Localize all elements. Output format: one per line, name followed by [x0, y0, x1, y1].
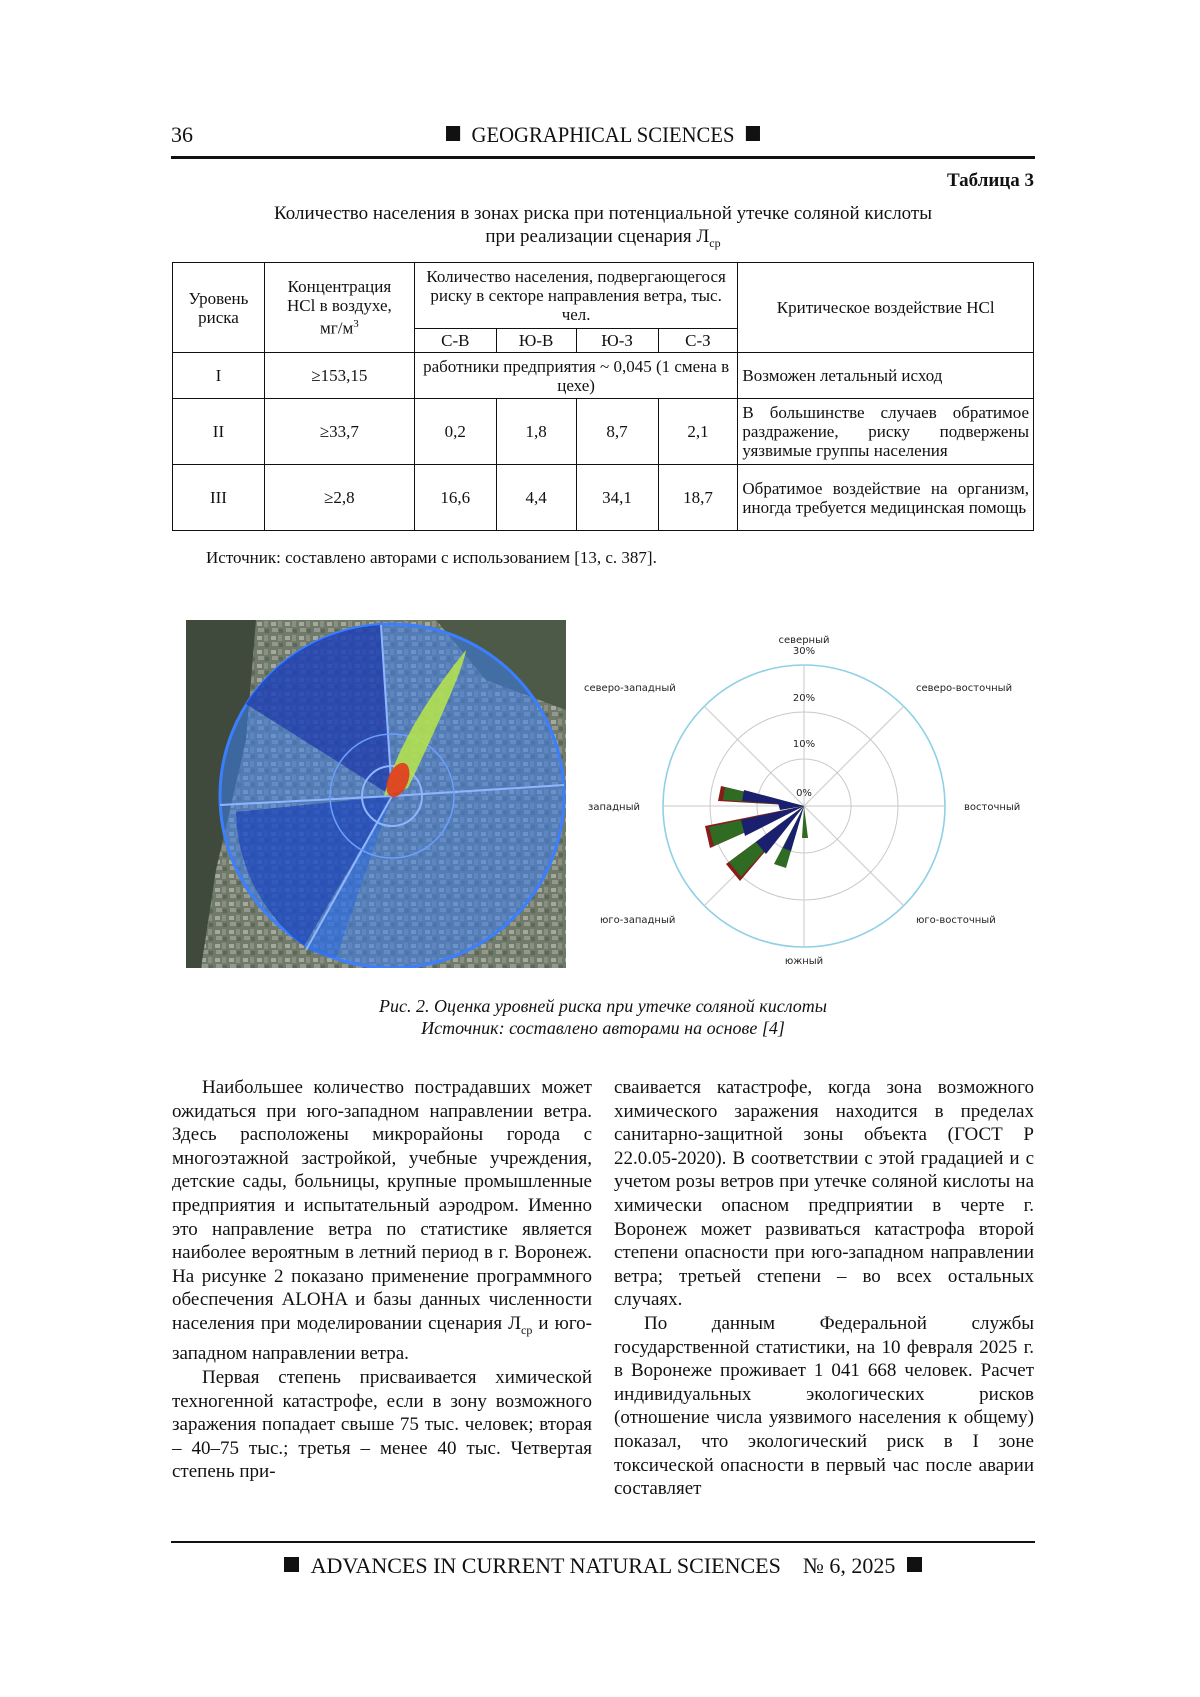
risk-zone-map	[186, 620, 566, 968]
wind-rose-diagram	[578, 628, 1048, 974]
rose-petals	[705, 786, 808, 881]
journal-section	[197, 122, 1009, 148]
figure-caption-title: Рис. 2. Оценка уровней риска при утечке соляной кислоты	[379, 996, 827, 1016]
header-concentration	[264, 263, 414, 353]
header-conc-sup: 3	[353, 318, 359, 331]
table-header-row	[173, 263, 1034, 329]
cell-merged-population: работники предприятия ~ 0,045 (1 смена в цехе)	[414, 353, 738, 399]
cell-effect: Возможен летальный исход	[738, 353, 1034, 399]
rose-labels	[584, 635, 1020, 967]
running-header	[171, 122, 1035, 159]
cell-effect: Обратимое воздействие на организм, иногда требуется медицинская помощь	[738, 465, 1034, 531]
cell-concentration: ≥33,7	[264, 399, 414, 465]
table-row	[173, 465, 1034, 531]
paragraph-text: Наибольшее количество пострадавших может ожидаться при юго-западном направлении ветра. Здесь расположены микрорайоны города с многоэтажной застройкой, учебные учреждения, детские сады, больницы, крупные промышленные предприятия и испытательный аэродром. Именно это направление ветра по статистике является наиболее вероятным в летний период в г. Воронеж. На рисунке 2 показано применение программного обеспечения ALOHA и базы данных численности населения при моделировании сценария Л	[172, 1077, 592, 1334]
risk-table	[172, 262, 1034, 531]
journal-section-text: GEOGRAPHICAL SCIENCES	[471, 122, 735, 147]
figure-caption-source: Источник: составлено авторами на основе [4]	[421, 1018, 785, 1038]
footer-journal: ADVANCES IN CURRENT NATURAL SCIENCES	[310, 1553, 781, 1578]
cell-value: 2,1	[658, 399, 738, 465]
rose-petal-s-green	[802, 806, 808, 838]
cell-value: 0,2	[414, 399, 496, 465]
rose-label-southwest: юго-западный	[600, 915, 676, 926]
cell-value: 34,1	[576, 465, 658, 531]
table-row	[173, 353, 1034, 399]
risk-zone-map-image	[186, 620, 566, 968]
table-source: Источник: составлено авторами с использованием [13, с. 387].	[206, 548, 657, 567]
body-column-right	[614, 1076, 1034, 1501]
rose-ring-label: 20%	[792, 693, 816, 704]
paragraph-text: и юго-западном направлении ветра.	[172, 1312, 592, 1365]
cell-value: 1,8	[496, 399, 576, 465]
rose-label-west: западный	[588, 802, 640, 813]
header-level: Уровень риска	[173, 263, 265, 353]
rose-label-south: южный	[784, 956, 824, 967]
rose-label-southeast: юго-восточный	[916, 915, 996, 926]
header-sector: С-В	[414, 329, 496, 353]
square-bullet-icon	[907, 1557, 922, 1572]
cell-value: 16,6	[414, 465, 496, 531]
square-bullet-icon	[284, 1557, 299, 1572]
cell-value: 8,7	[576, 399, 658, 465]
paragraph: сваивается катастрофе, когда зона возможного химического заражения находится в пределах санитарно-защитной зоны объекта (ГОСТ Р 22.0.05-2020). В соответствии с этой градацией и с учетом розы ветров при утечке соляной кислоты на химически опасном предприятии в черте г. Воронеж может развиваться катастрофа второй степени опасности при юго-западном направлении ветра; третьей степени – во всех остальных случаях.	[614, 1077, 1034, 1311]
cell-effect: В большинстве случаев обратимое раздражение, риску подвержены уязвимые группы населения	[738, 399, 1034, 465]
square-bullet-icon	[746, 126, 760, 141]
table-number: Таблица 3	[946, 170, 1034, 191]
page-number: 36	[171, 122, 193, 147]
table-caption-line2: при реализации сценария Л	[485, 226, 710, 247]
cell-concentration: ≥2,8	[264, 465, 414, 531]
header-sector: С-З	[658, 329, 738, 353]
paragraph-sub: ср	[521, 1322, 533, 1337]
paragraph: По данным Федеральной службы государственной статистики, на 10 февраля 2025 г. в Воронеже проживает 1 041 668 человек. Расчет индивидуальных экологических рисков (отношение числа уязвимого населения к общему) показал, что экологический риск в I зоне токсической опасности в первый час после аварии составляет	[614, 1312, 1034, 1500]
header-conc-line2: HCl в воздухе,	[287, 296, 392, 316]
figure-caption	[171, 995, 1035, 1039]
rose-label-north: северный	[778, 635, 830, 646]
rose-ring-label: 10%	[792, 739, 816, 750]
header-sector: Ю-В	[496, 329, 576, 353]
rose-label-northeast: северо-восточный	[916, 683, 1013, 694]
header-conc-line1: Концентрация	[287, 277, 392, 297]
header-conc-line3: мг/м	[320, 318, 354, 338]
rose-ring-label: 0%	[796, 788, 812, 799]
table-row	[173, 399, 1034, 465]
cell-value: 4,4	[496, 465, 576, 531]
rose-label-northwest: северо-западный	[584, 683, 676, 694]
paragraph: Первая степень присваивается химической техногенной катастрофе, если в зону возможного заражения попадает свыше 75 тыс. человек; вторая – 40–75 тыс.; третья – менее 40 тыс. Четвертая степень при-	[172, 1366, 592, 1483]
header-sector: Ю-З	[576, 329, 658, 353]
rose-label-east: восточный	[964, 802, 1021, 813]
table-caption-sub: ср	[709, 235, 721, 250]
cell-level: I	[173, 353, 265, 399]
cell-concentration: ≥153,15	[264, 353, 414, 399]
table-caption	[171, 202, 1035, 255]
cell-level: III	[173, 465, 265, 531]
body-column-left	[172, 1076, 592, 1484]
header-effect: Критическое воздействие HCl	[738, 263, 1034, 353]
header-population: Количество населения, подвергающегося риску в секторе направления ветра, тыс. чел.	[414, 263, 738, 329]
footer-issue: № 6, 2025	[802, 1553, 896, 1578]
square-bullet-icon	[446, 126, 460, 141]
running-footer	[171, 1541, 1035, 1578]
footer-text	[171, 1553, 1035, 1579]
cell-value: 18,7	[658, 465, 738, 531]
cell-level: II	[173, 399, 265, 465]
table-caption-line1: Количество населения в зонах риска при потенциальной утечке соляной кислоты	[273, 203, 932, 224]
paragraph	[172, 1076, 592, 1366]
rose-ring-label: 30%	[792, 646, 816, 657]
